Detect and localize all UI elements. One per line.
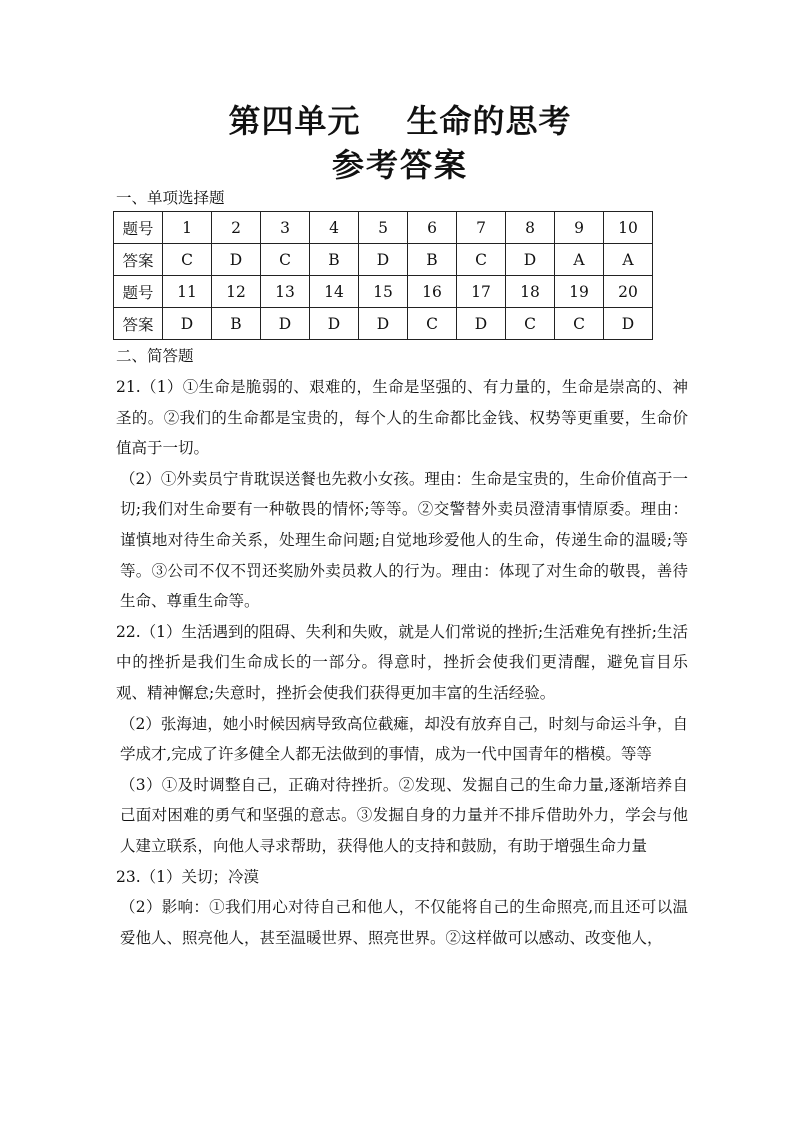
page-subtitle: 参考答案: [331, 146, 468, 184]
table-cell: 12: [212, 276, 261, 308]
table-cell: B: [310, 244, 359, 276]
table-cell: D: [457, 308, 506, 340]
page-title: [0, 96, 800, 142]
table-cell: 14: [310, 276, 359, 308]
table-cell: 13: [261, 276, 310, 308]
section-choice-heading: 一、单项选择题: [116, 189, 225, 207]
table-cell: C: [163, 244, 212, 276]
table-cell: 18: [506, 276, 555, 308]
table-row: [114, 308, 653, 340]
table-cell: D: [310, 308, 359, 340]
table-cell: D: [359, 244, 408, 276]
title-unit: 第四单元: [228, 102, 361, 140]
table-cell: D: [506, 244, 555, 276]
table-cell: 3: [261, 212, 310, 244]
table-cell: 20: [604, 276, 653, 308]
row-label: 答案: [114, 308, 163, 340]
table-cell: D: [604, 308, 653, 340]
table-cell: 5: [359, 212, 408, 244]
answer-23-1: 23.（1）关切；冷漠: [116, 867, 260, 886]
table-cell: A: [604, 244, 653, 276]
section-short-answer-heading: 二、简答题: [116, 347, 194, 365]
table-cell: C: [506, 308, 555, 340]
table-cell: 10: [604, 212, 653, 244]
table-cell: A: [555, 244, 604, 276]
table-cell: D: [261, 308, 310, 340]
table-cell: 7: [457, 212, 506, 244]
table-cell: C: [261, 244, 310, 276]
table-cell: 1: [163, 212, 212, 244]
row-label: 答案: [114, 244, 163, 276]
title-topic: 生命的思考: [406, 102, 572, 140]
table-cell: D: [359, 308, 408, 340]
table-row: [114, 212, 653, 244]
table-cell: D: [212, 244, 261, 276]
table-cell: 4: [310, 212, 359, 244]
table-cell: 19: [555, 276, 604, 308]
table-cell: 17: [457, 276, 506, 308]
table-cell: B: [408, 244, 457, 276]
answer-22-1: 22.（1）生活遇到的阻碍、失利和失败，就是人们常说的挫折;生活难免有挫折;生活中的挫折是我们生命成长的一部分。得意时，挫折会使我们更清醒，避免盲目乐观、精神懈怠;失意时，挫折会使我们获得更加丰富的生活经验。: [116, 622, 688, 702]
answer-21-1: 21.（1）①生命是脆弱的、艰难的，生命是坚强的、有力量的，生命是崇高的、神圣的。②我们的生命都是宝贵的，每个人的生命都比金钱、权势等更重要，生命价值高于一切。: [116, 378, 688, 458]
row-label: 题号: [114, 212, 163, 244]
answer-body: [116, 372, 688, 953]
table-cell: 16: [408, 276, 457, 308]
table-cell: C: [408, 308, 457, 340]
table-cell: 6: [408, 212, 457, 244]
table-cell: 11: [163, 276, 212, 308]
table-cell: B: [212, 308, 261, 340]
table-row: [114, 276, 653, 308]
answer-23-2: （2）影响：①我们用心对待自己和他人，不仅能将自己的生命照亮,而且还可以温爱他人、照亮他人，甚至温暖世界、照亮世界。②这样做可以感动、改变他人，: [120, 898, 688, 947]
table-cell: 8: [506, 212, 555, 244]
table-cell: 15: [359, 276, 408, 308]
table-cell: 2: [212, 212, 261, 244]
table-cell: 9: [555, 212, 604, 244]
answer-21-2: （2）①外卖员宁肯耽误送餐也先救小女孩。理由：生命是宝贵的，生命价值高于一切;我们对生命要有一种敬畏的情怀;等等。②交警替外卖员澄清事情原委。理由：谨慎地对待生命关系，处理生命问题;自觉地珍爱他人的生命，传递生命的温暖;等等。③公司不仅不罚还奖励外卖员救人的行为。理由：体现了对生命的敬畏，善待生命、尊重生命等。: [120, 469, 688, 611]
answer-22-2: （2）张海迪，她小时候因病导致高位截瘫，却没有放弃自己，时刻与命运斗争，自学成才,完成了许多健全人都无法做到的事情，成为一代中国青年的楷模。等等: [120, 714, 688, 764]
table-cell: D: [163, 308, 212, 340]
answer-table: [113, 211, 653, 340]
answer-22-3: （3）①及时调整自己，正确对待挫折。②发现、发掘自己的生命力量,逐渐培养自己面对困难的勇气和坚强的意志。③发掘自身的力量并不排斥借助外力，学会与他人建立联系，向他人寻求帮助，获得他人的支持和鼓励，有助于增强生命力量: [120, 775, 688, 855]
table-cell: C: [457, 244, 506, 276]
table-row: [114, 244, 653, 276]
table-cell: C: [555, 308, 604, 340]
row-label: 题号: [114, 276, 163, 308]
